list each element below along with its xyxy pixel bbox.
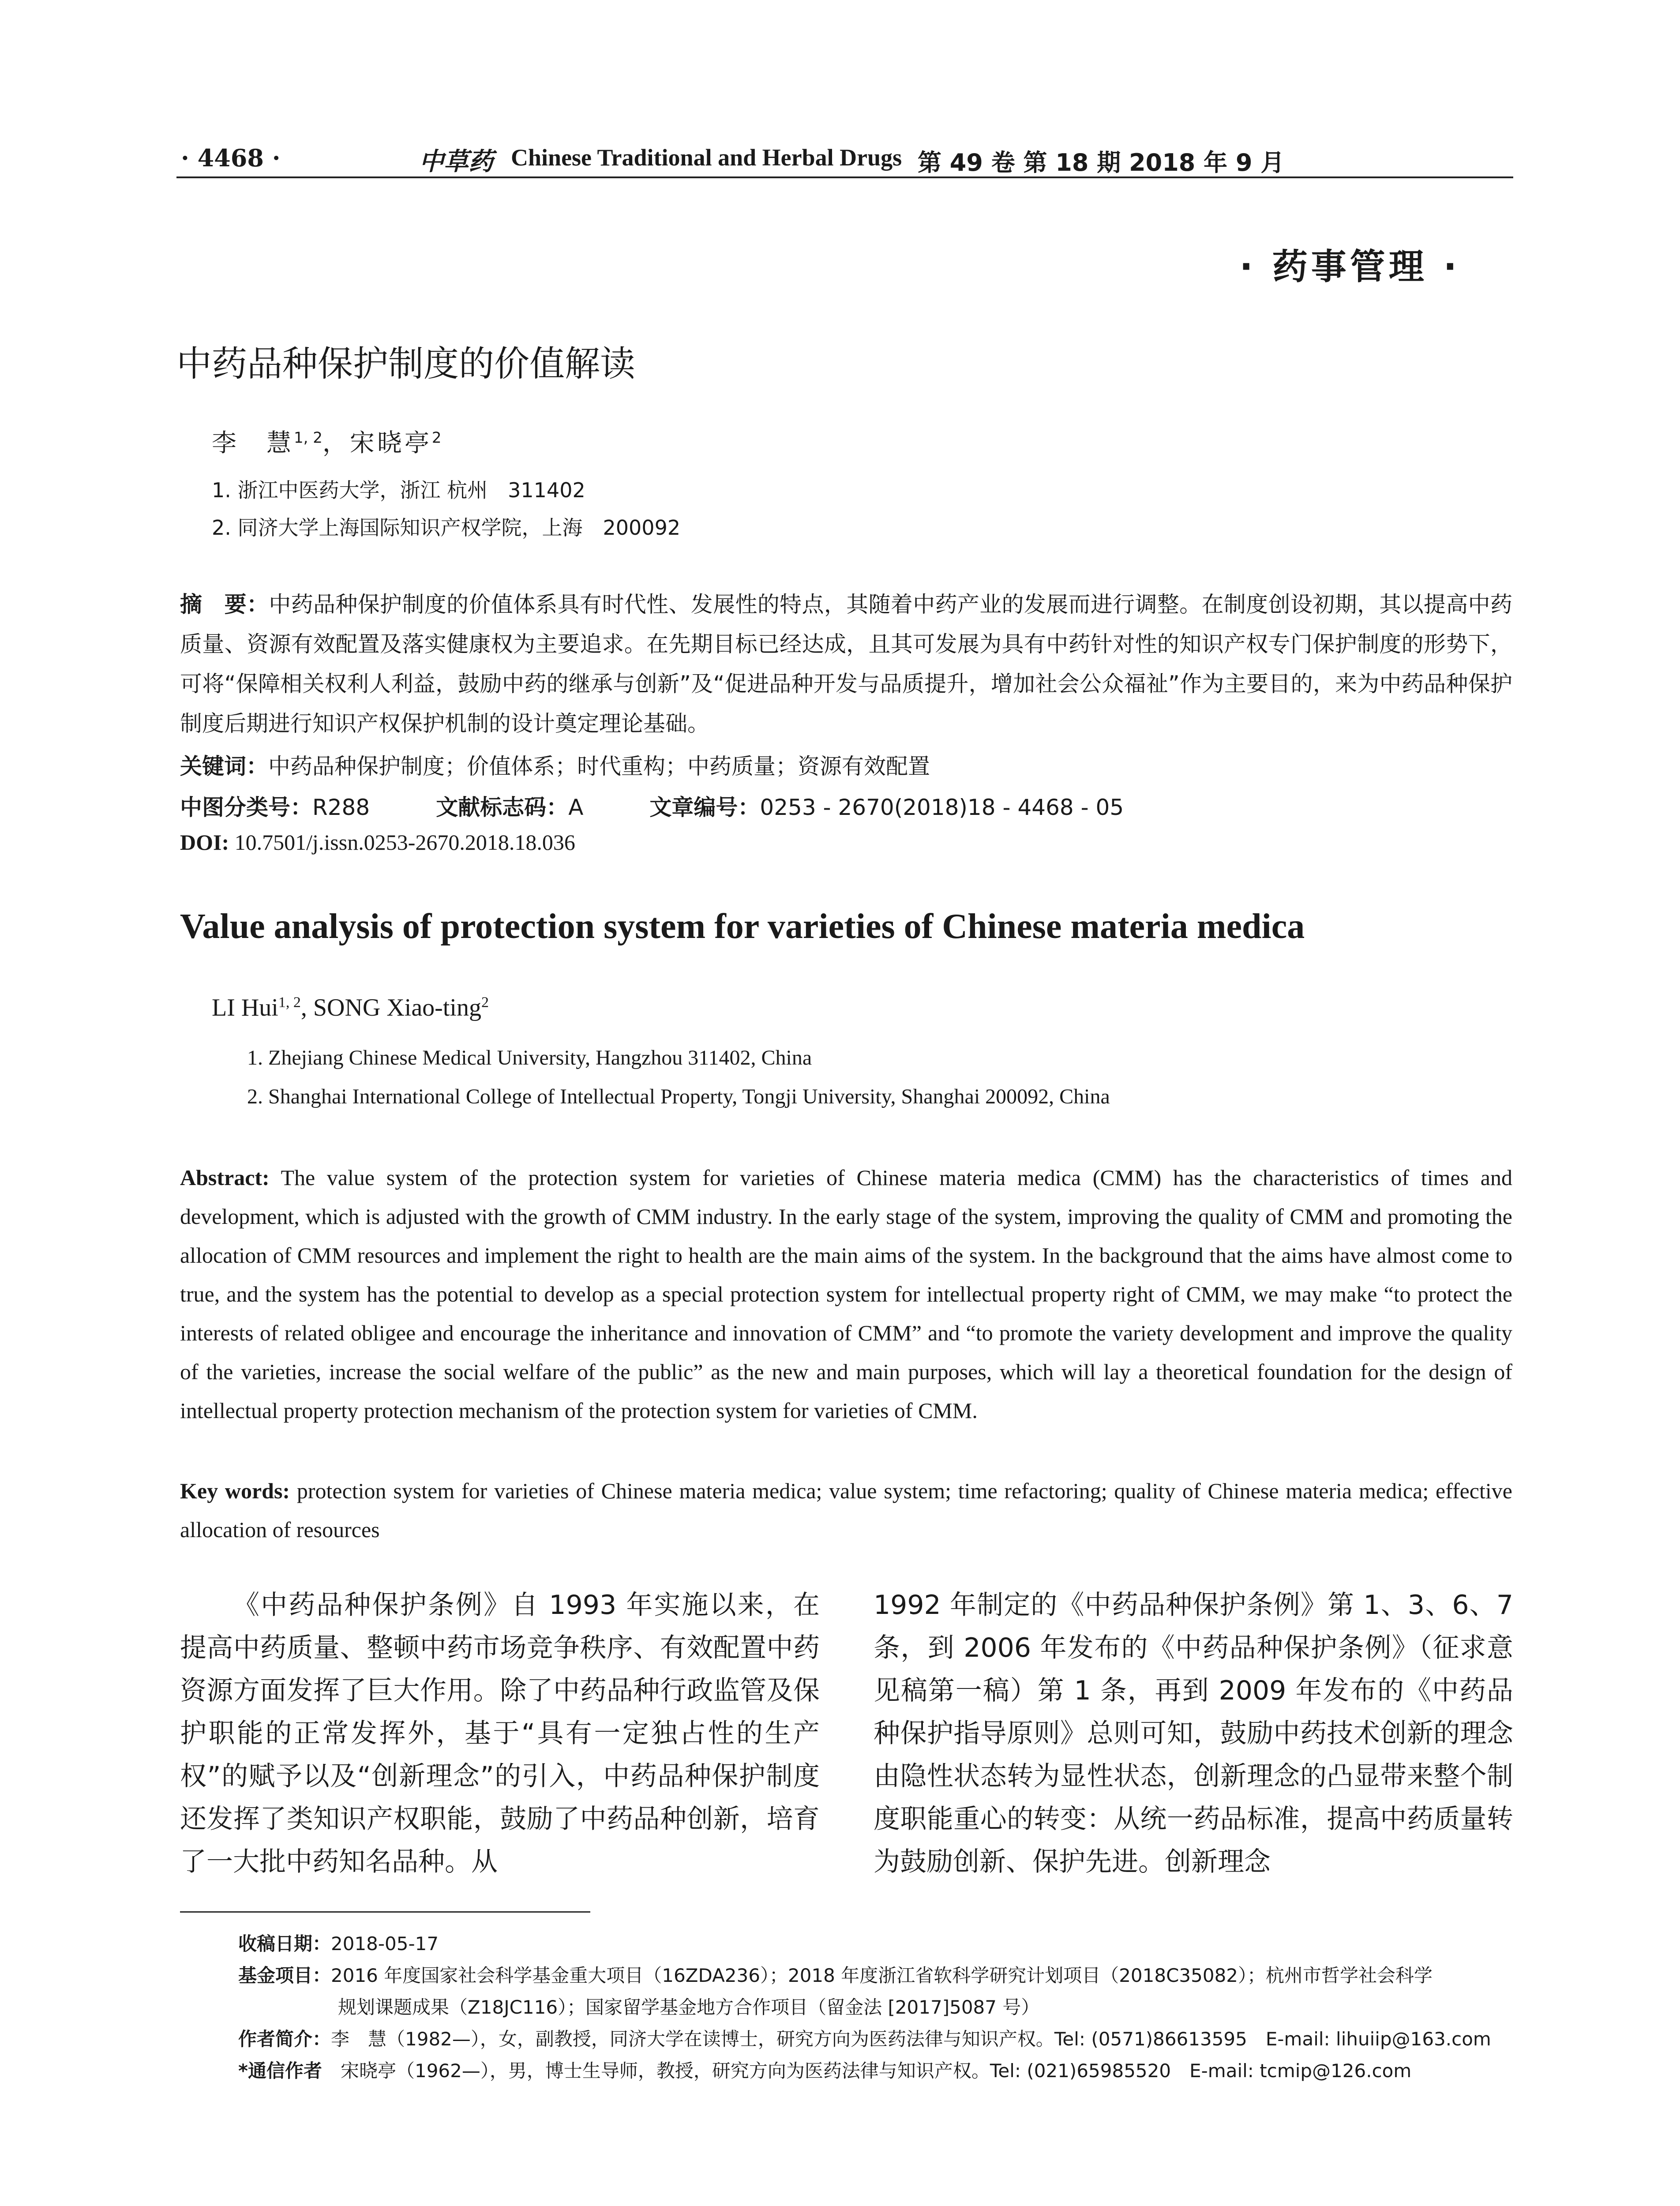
doi-value: 10.7501/j.issn.0253-2670.2018.18.036 bbox=[229, 830, 575, 855]
running-header bbox=[181, 139, 1513, 177]
cn-keywords bbox=[180, 749, 930, 780]
en-author-separator: , bbox=[300, 994, 313, 1021]
cn-keywords-text: 中药品种保护制度；价值体系；时代重构；中药质量；资源有效配置 bbox=[268, 754, 930, 779]
en-authors bbox=[212, 994, 489, 1022]
body-column-right: 1992 年制定的《中药品种保护条例》第 1、3、6、7 条，到 2006 年发布的《中药品种保护条例》（征求意见稿第一稿）第 1 条，再到 2009 年发布的《中药品种保护指导原则》总则可知，鼓励中药技术创新的理念由隐性状态转为显性状态，创新理念的凸显带来整个制度职能重心的转变：从统一药品标准，提高中药质量转为鼓励创新、保护先进。创新理念 bbox=[874, 1590, 1513, 1877]
footnote-author bbox=[238, 2023, 1513, 2055]
article-no-value: 0253 - 2670(2018)18 - 4468 - 05 bbox=[760, 795, 1124, 820]
article-no-label: 文章编号： bbox=[649, 795, 760, 820]
doc-code-label: 文献标志码： bbox=[436, 795, 569, 820]
cn-abstract bbox=[180, 585, 1512, 743]
en-affiliation-2: 2. Shanghai International College of Intellectual Property, Tongji University, Shanghai 200092, China bbox=[247, 1085, 1110, 1108]
en-abstract-text: The value system of the protection system for varieties of Chinese materia medica (CMM) has the characteristics of times and development, which is adjusted with the growth of CMM industry. In the early stage of the system, improving the quality of CMM and promoting the allocation of CMM resources and implement the right to health are the main aims of the system. In the background that the aims have almost come to true, and the system has the potential to develop as a special protection system for intellectual property right of CMM, we may make “to protect the interests of related obligee and encourage the inheritance and innovation of CMM” and “to promote the variety development and improve the quality of the varieties, increase the social welfare of the public” as the new and main purposes, which will lay a theoretical foundation for the design of intellectual property protection mechanism of the protection system for varieties of CMM. bbox=[180, 1165, 1512, 1423]
fund-line-2: 规划课题成果（Z18JC116）；国家留学基金地方合作项目（留金法 [2017]5087 号） bbox=[338, 1996, 1040, 2018]
body-column-left: 《中药品种保护条例》自 1993 年实施以来，在提高中药质量、整顿中药市场竞争秩序、有效配置中药资源方面发挥了巨大作用。除了中药品种行政监管及保护职能的正常发挥外，基于“具有一定独占性的生产权”的赋予以及“创新理念”的引入，中药品种保护制度还发挥了类知识产权职能，鼓励了中药品种创新，培育了一大批中药知名品种。从 bbox=[180, 1590, 820, 1877]
doi-line bbox=[180, 829, 575, 855]
cn-abstract-label: 摘 要： bbox=[180, 592, 269, 617]
journal-name-cn: 中草药 bbox=[419, 147, 493, 176]
footnotes bbox=[238, 1928, 1513, 2087]
clc-label: 中图分类号： bbox=[180, 795, 312, 820]
en-affiliation-1: 1. Zhejiang Chinese Medical University, Hangzhou 311402, China bbox=[247, 1046, 812, 1069]
fund-line-1: 2016 年度国家社会科学基金重大项目（16ZDA236）；2018 年度浙江省软科学研究计划项目（2018C35082）；杭州市哲学社会科学 bbox=[331, 1965, 1433, 1986]
cn-title: 中药品种保护制度的价值解读 bbox=[176, 343, 635, 384]
cn-affiliation-1: 1. 浙江中医药大学，浙江 杭州 311402 bbox=[212, 478, 585, 502]
en-keywords-text: protection system for varieties of Chinese materia medica; value system; time refactoring; quality of Chinese materia medica; effective allocation of resources bbox=[180, 1478, 1512, 1542]
en-author-2-affil: 2 bbox=[481, 994, 489, 1011]
cn-keywords-label: 关键词： bbox=[180, 754, 268, 779]
en-keywords bbox=[180, 1471, 1512, 1549]
author-label: 作者简介： bbox=[238, 2028, 331, 2050]
doc-code-value: A bbox=[568, 795, 584, 820]
footnote-fund bbox=[238, 1960, 1513, 1992]
footnote-rule bbox=[180, 1911, 590, 1913]
cn-classification bbox=[180, 790, 1124, 822]
section-label: · 药事管理 · bbox=[1239, 246, 1460, 287]
en-abstract-label: Abstract: bbox=[180, 1165, 270, 1190]
en-author-2: SONG Xiao-ting bbox=[313, 994, 481, 1021]
corresponding-label: *通信作者 bbox=[238, 2060, 322, 2082]
cn-affiliation-2: 2. 同济大学上海国际知识产权学院，上海 200092 bbox=[212, 516, 681, 540]
volume-info: 第 49 卷 第 18 期 2018 年 9 月 bbox=[918, 149, 1285, 176]
journal-name-en: Chinese Traditional and Herbal Drugs bbox=[511, 144, 902, 171]
author-info: 李 慧（1982—），女，副教授，同济大学在读博士，研究方向为医药法律与知识产权。Tel: (0571)86613595 E-mail: lihuiip@163.com bbox=[331, 2028, 1491, 2050]
fund-label: 基金项目： bbox=[238, 1965, 331, 1986]
en-keywords-label: Key words: bbox=[180, 1478, 290, 1503]
en-author-1-affil: 1, 2 bbox=[278, 994, 301, 1011]
cn-author-2-affil: 2 bbox=[431, 429, 442, 447]
cn-author-separator: ， bbox=[322, 429, 350, 458]
cn-abstract-text: 中药品种保护制度的价值体系具有时代性、发展性的特点，其随着中药产业的发展而进行调整。在制度创设初期，其以提高中药质量、资源有效配置及落实健康权为主要追求。在先期目标已经达成，且其可发展为具有中药针对性的知识产权专门保护制度的形势下，可将“保障相关权利人利益，鼓励中药的继承与创新”及“促进品种开发与品质提升，增加社会公众福祉”作为主要目的，来为中药品种保护制度后期进行知识产权保护机制的设计奠定理论基础。 bbox=[180, 592, 1513, 736]
received-date: 2018-05-17 bbox=[331, 1933, 439, 1955]
en-abstract bbox=[180, 1158, 1512, 1430]
header-rule bbox=[176, 176, 1513, 178]
cn-author-1: 李 慧 bbox=[212, 429, 294, 458]
cn-authors bbox=[212, 424, 442, 459]
cn-author-2: 宋晓亭 bbox=[349, 429, 432, 458]
en-title: Value analysis of protection system for varieties of Chinese materia medica bbox=[180, 907, 1305, 946]
page-number: · 4468 · bbox=[181, 144, 281, 172]
footnote-received bbox=[238, 1928, 1513, 1960]
clc-value: R288 bbox=[312, 795, 370, 820]
received-label: 收稿日期： bbox=[238, 1933, 331, 1955]
en-author-1: LI Hui bbox=[212, 994, 278, 1021]
doi-label: DOI: bbox=[180, 830, 229, 855]
footnote-corresponding bbox=[238, 2055, 1513, 2087]
cn-author-1-affil: 1, 2 bbox=[294, 429, 322, 447]
corresponding-info: 宋晓亭（1962—），男，博士生导师，教授，研究方向为医药法律与知识产权。Tel: (021)65985520 E-mail: tcmip@126.com bbox=[322, 2060, 1412, 2082]
